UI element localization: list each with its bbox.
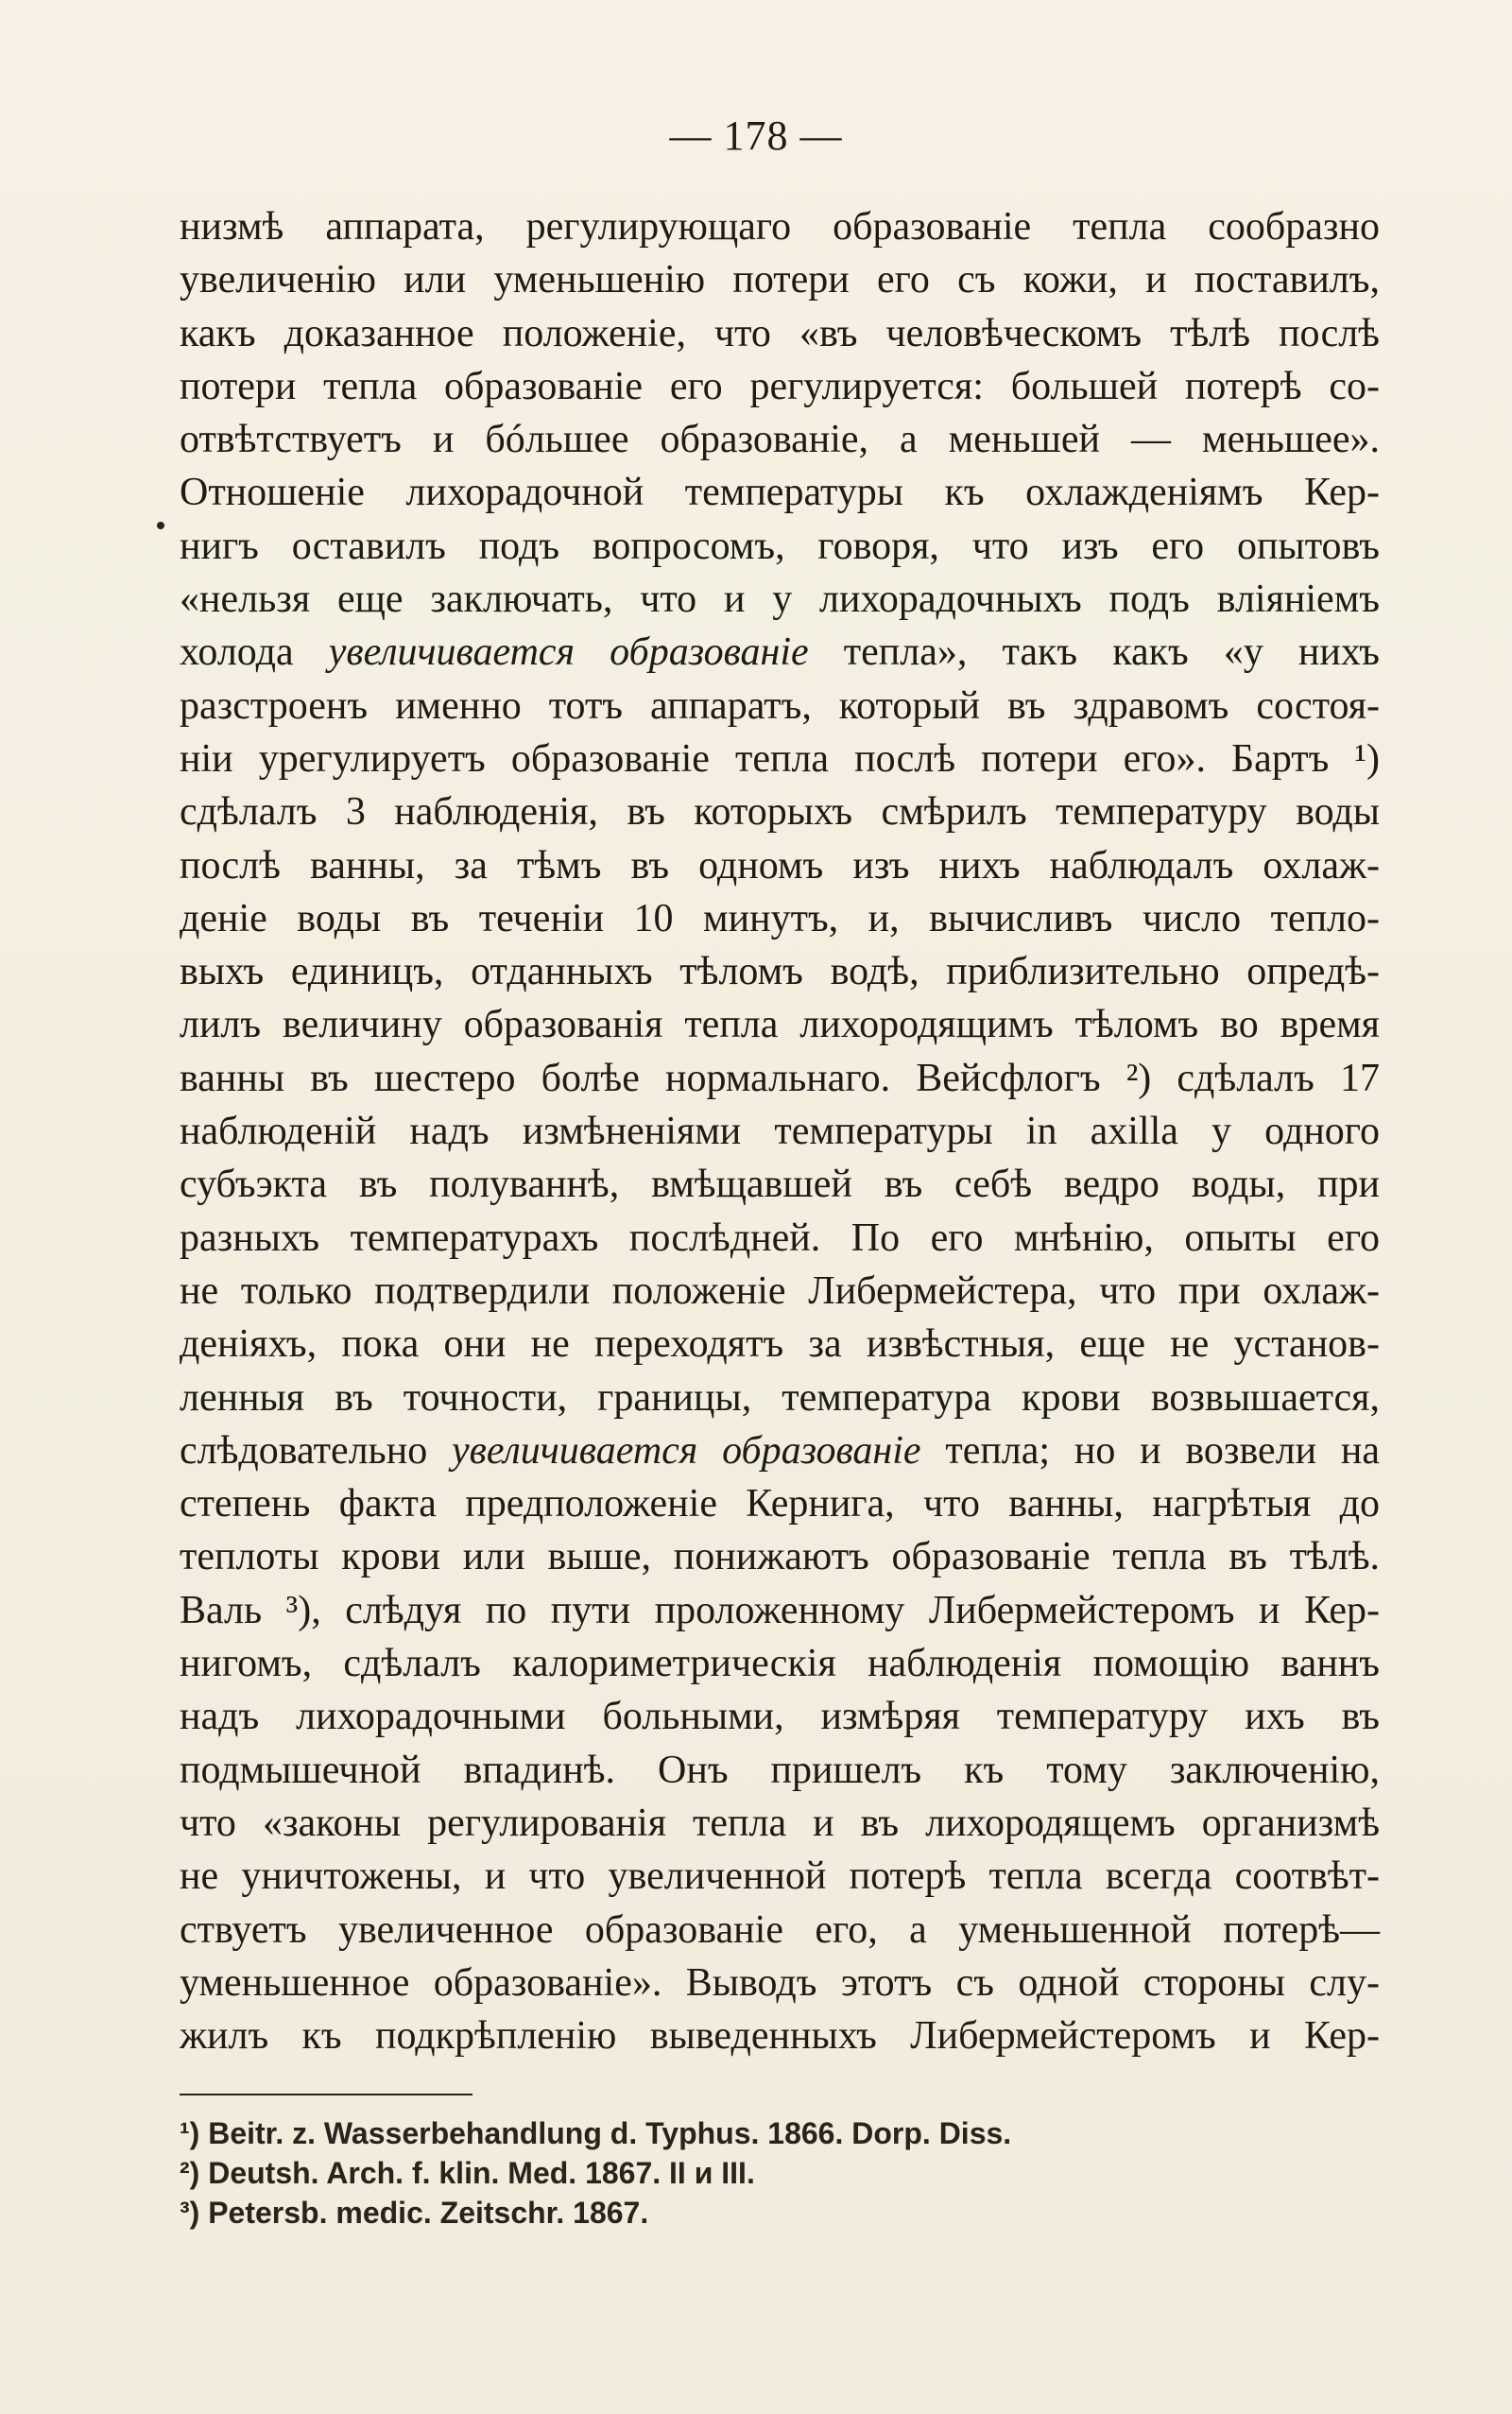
text-line: Валь ³), слѣдуя по пути проложенному Либермейстеромъ и Кер-: [180, 1588, 1380, 1632]
text-line: разныхъ температурахъ послѣдней. По его мнѣнію, опыты его: [180, 1216, 1380, 1260]
italic-emphasis: увеличивается образованіе: [328, 630, 809, 675]
text-line: лилъ величину образованія тепла лихородящимъ тѣломъ во время: [180, 1003, 1380, 1047]
text-line: низмѣ аппарата, регулирующаго образованіе тепла сообразно: [180, 205, 1380, 249]
text-line: какъ доказанное положеніе, что «въ человѣческомъ тѣлѣ послѣ: [180, 311, 1380, 355]
body-text: [180, 200, 1380, 2062]
text-line: субъэкта въ полуваннѣ, вмѣщавшей въ себѣ ведро воды, при: [180, 1163, 1380, 1207]
page-number-header: — 178 —: [669, 112, 843, 159]
text-line: деніяхъ, пока они не переходятъ за извѣстныя, еще не установ-: [180, 1322, 1380, 1367]
footnote-rule: [180, 2094, 472, 2095]
text-line: ленныя въ точности, границы, температура крови возвышается,: [180, 1375, 1380, 1420]
text-line: степень факта предположеніе Кернига, что ванны, нагрѣтыя до: [180, 1482, 1380, 1526]
text-line: потери тепла образованіе его регулируется: большей потерѣ со-: [180, 364, 1380, 408]
text-line: разстроенъ именно тотъ аппаратъ, который въ здравомъ состоя-: [180, 683, 1380, 728]
text-line: нигомъ, сдѣлалъ калориметрическія наблюденія помощію ваннъ: [180, 1642, 1380, 1686]
text-line: нигъ оставилъ подъ вопросомъ, говоря, что изъ его опытовъ: [180, 524, 1380, 568]
text-line: подмышечной впадинѣ. Онъ пришелъ къ тому заключенію,: [180, 1748, 1380, 1792]
text-line: не уничтожены, и что увеличенной потерѣ тепла всегда соотвѣт-: [180, 1854, 1380, 1899]
text-line: холода увеличивается образованіе тепла», такъ какъ «у нихъ: [180, 630, 1381, 675]
text-line: увеличенію или уменьшенію потери его съ кожи, и поставилъ,: [180, 258, 1380, 302]
text-line: ванны въ шестеро болѣе нормальнаго. Вейсфлогъ ²) сдѣлалъ 17: [180, 1056, 1380, 1100]
text-line: теплоты крови или выше, понижаютъ образованіе тепла въ тѣлѣ.: [180, 1535, 1380, 1579]
text-line: ствуетъ увеличенное образованіе его, а уменьшенной потерѣ—: [180, 1907, 1380, 1952]
text-line: выхъ единицъ, отданныхъ тѣломъ водѣ, приблизительно опредѣ-: [180, 950, 1380, 994]
ink-speck: [157, 522, 164, 529]
text-line: сдѣлалъ 3 наблюденія, въ которыхъ смѣрилъ температуру воды: [180, 790, 1380, 835]
text-line: уменьшенное образованіе». Выводъ этотъ съ одной стороны слу-: [180, 1960, 1380, 2005]
text-line: отвѣтствуетъ и бóльшее образованіе, а меньшей — меньшее».: [180, 418, 1380, 462]
footnotes: [180, 2113, 1219, 2233]
text-line: что «законы регулированія тепла и въ лихородящемъ организмѣ: [180, 1801, 1380, 1845]
text-line: не только подтвердили положеніе Либермейстера, что при охлаж-: [180, 1268, 1380, 1313]
text-line: «нельзя еще заключать, что и у лихорадочныхъ подъ вліяніемъ: [180, 578, 1380, 622]
footnote-3: ³) Petersb. medic. Zeitschr. 1867.: [180, 2196, 649, 2230]
italic-emphasis: увеличивается образованіе: [451, 1428, 921, 1473]
text-line: надъ лихорадочными больными, измѣряя температуру ихъ въ: [180, 1695, 1380, 1739]
text-line: деніе воды въ теченіи 10 минутъ, и, вычисливъ число тепло-: [180, 896, 1380, 940]
text-line: ніи урегулируетъ образованіе тепла послѣ потери его». Бартъ ¹): [180, 736, 1380, 781]
footnote-2: ²) Deutsh. Arch. f. klin. Med. 1867. II и III.: [180, 2156, 755, 2190]
text-line: послѣ ванны, за тѣмъ въ одномъ изъ нихъ наблюдалъ охлаж-: [180, 843, 1380, 888]
footnote-1: ¹) Beitr. z. Wasserbehandlung d. Typhus. 1866. Dorp. Diss.: [180, 2116, 1012, 2150]
text-line: наблюденій надъ измѣненіями температуры in axilla у одного: [180, 1110, 1380, 1154]
text-line: Отношеніе лихорадочной температуры къ охлажденіямъ Кер-: [180, 471, 1380, 515]
text-line: слѣдовательно увеличивается образованіе тепла; но и возвели на: [180, 1428, 1380, 1473]
text-line: жилъ къ подкрѣпленію выведенныхъ Либермейстеромъ и Кер-: [180, 2014, 1380, 2059]
